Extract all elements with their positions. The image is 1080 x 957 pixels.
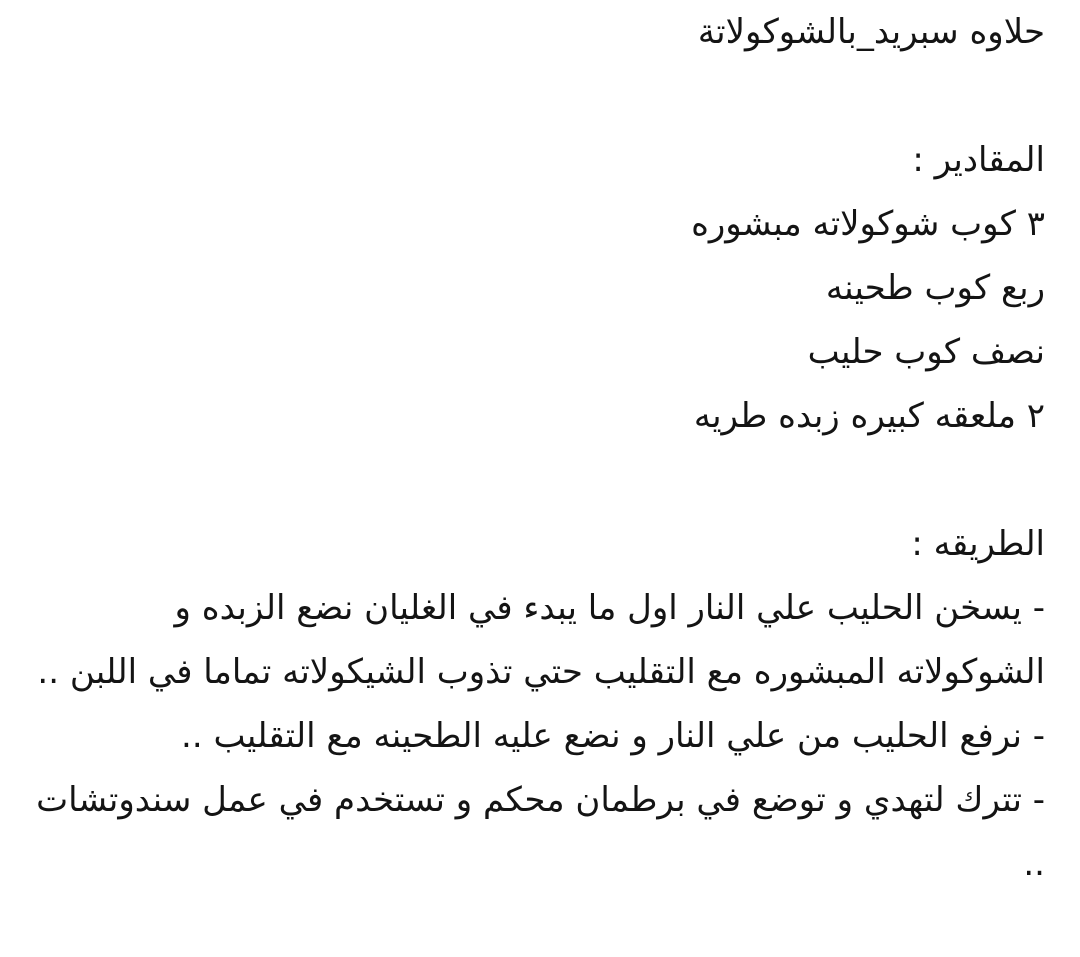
ingredient-item: ربع كوب طحينه: [825, 268, 1045, 308]
ingredient-item: نصف كوب حليب: [807, 332, 1045, 372]
spacer: [30, 448, 1045, 512]
recipe-document: [30, 0, 1045, 896]
method-heading: الطريقه :: [911, 524, 1045, 564]
ingredient-item: ٢ ملعقه كبيره زبده طريه: [693, 396, 1045, 436]
ingredient-item: ٣ كوب شوكولاته مبشوره: [691, 204, 1045, 244]
ingredients-heading: المقادير :: [912, 140, 1045, 180]
spacer: [30, 64, 1045, 128]
method-step: - تترك لتهدي و توضع في برطمان محكم و تستخدم في عمل سندوتشات ..: [36, 780, 1045, 884]
method-step: - نرفع الحليب من علي النار و نضع عليه الطحينه مع التقليب ..: [181, 716, 1045, 756]
recipe-title: حلاوه سبريد_بالشوكولاتة: [697, 12, 1045, 52]
method-step: - يسخن الحليب علي النار اول ما يبدء في الغليان نضع الزبده و الشوكولاته المبشوره مع التقليب حتي تذوب الشيكولاته تماما في اللبن ..: [37, 588, 1045, 692]
